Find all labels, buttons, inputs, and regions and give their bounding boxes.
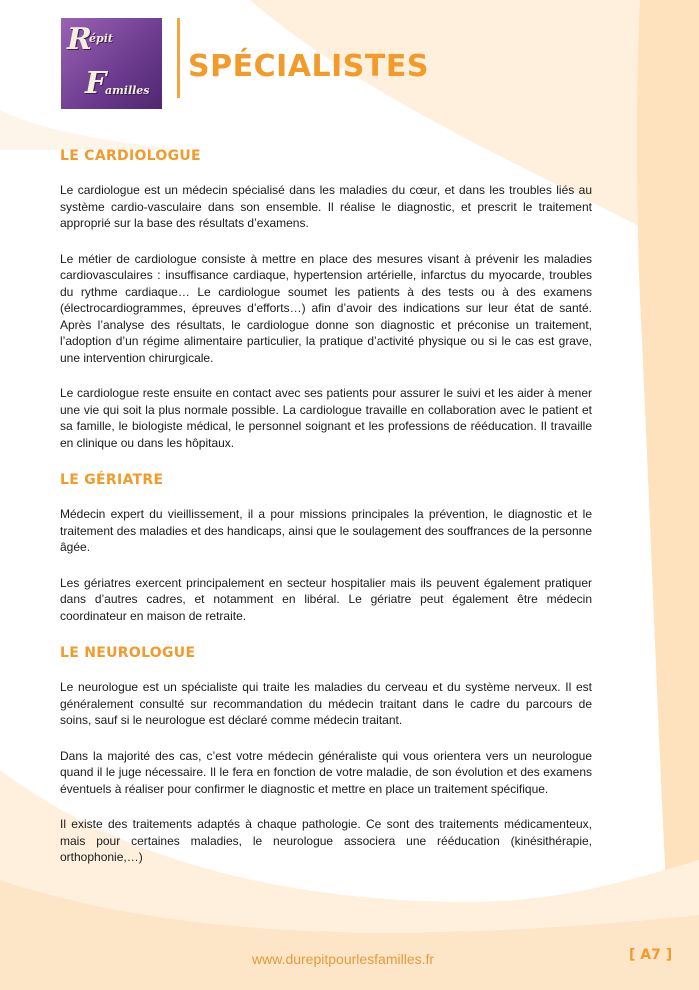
paragraph: Le métier de cardiologue consiste à mettre en place des mesures visant à prévenir les maladies cardiovasculaires : insuffisance cardiaque, hypertension artérielle, infarctus du myocarde, troubles du rythme cardiaque… Le cardiologue soumet les patients à des tests ou à des examens (électrocardiogrammes, épreuves d’efforts…) afin d’avoir des indications sur leur état de santé. Après l’analyse des résultats, le cardiologue donne son diagnostic et préconise un traitement, l’adoption d’un régime alimentaire particulier, la pratique d’activité physique ou si le cas est grave, une intervention chirurgicale. [60,251,592,365]
logo-letter-f: F [85,66,107,101]
paragraph: Médecin expert du vieillissement, il a pour missions principales la prévention, le diagnostic et le traitement des maladies et des handicaps, ainsi que le soulagement des souffrances de la personne âgée. [60,507,592,554]
right-band [637,0,699,990]
page-title: SPÉCIALISTES [188,49,429,84]
section-cardiologue [60,146,592,451]
logo-lettering [61,18,162,109]
paragraph: Le cardiologue est un médecin spécialisé dans les maladies du cœur, et dans les troubles liés au système cardio-vasculaire dans son ensemble. Il réalise le diagnostic, et prescrit le traitement approprié sur la base des résultats d’examens. [60,183,592,230]
top-left-curve [0,110,180,150]
paragraph: Le cardiologue reste ensuite en contact avec ses patients pour assurer le suivi et les aider à mener une vie qui soit la plus normale possible. La cardiologue travaille en collaboration avec le patient et sa famille, le biologiste médical, le personnel soignant et les professions de rééducation. Il travaille en clinique ou dans les hôpitaux. [60,386,592,450]
main-content [60,146,592,885]
logo-word-epit: épit [89,32,113,45]
section-neurologue [60,643,592,866]
paragraph: Il existe des traitements adaptés à chaque pathologie. Ce sont des traitements médicamenteux, mais pour certaines maladies, le neurologue associera une rééducation (kinésithérapie, orthophonie,…) [60,817,592,864]
website-link[interactable]: www.durepitpourlesfamilles.fr [252,951,435,967]
paragraph: Le neurologue est un spécialiste qui traite les maladies du cerveau et du système nerveux. Il est généralement consulté sur recommandation du médecin traitant dans le cadre du parcours de soins, sauf si le neurologue est déclaré comme médecin traitant. [60,680,592,727]
section-title: LE NEUROLOGUE [60,645,196,661]
page-number: [ A7 ] [629,947,673,963]
repit-familles-logo [61,18,162,109]
section-geriatre [60,470,592,624]
title-divider [177,18,180,98]
section-title: LE CARDIOLOGUE [60,148,201,164]
paragraph: Dans la majorité des cas, c’est votre médecin généraliste qui vous orientera vers un neurologue quand il le juge nécessaire. Il le fera en fonction de votre maladie, de son évolution et des examens éventuels à réaliser pour confirmer le diagnostic et mettre en place un traitement spécifique. [60,748,592,796]
logo-letter-r: R [67,22,92,57]
logo-word-amilles: amilles [105,84,150,97]
paragraph: Les gériatres exercent principalement en secteur hospitalier mais ils peuvent également pratiquer dans d’autres cadres, et notamment en libéral. Le gériatre peut également être médecin coordinateur en maison de retraite. [60,575,592,623]
section-title: LE GÉRIATRE [60,472,164,488]
